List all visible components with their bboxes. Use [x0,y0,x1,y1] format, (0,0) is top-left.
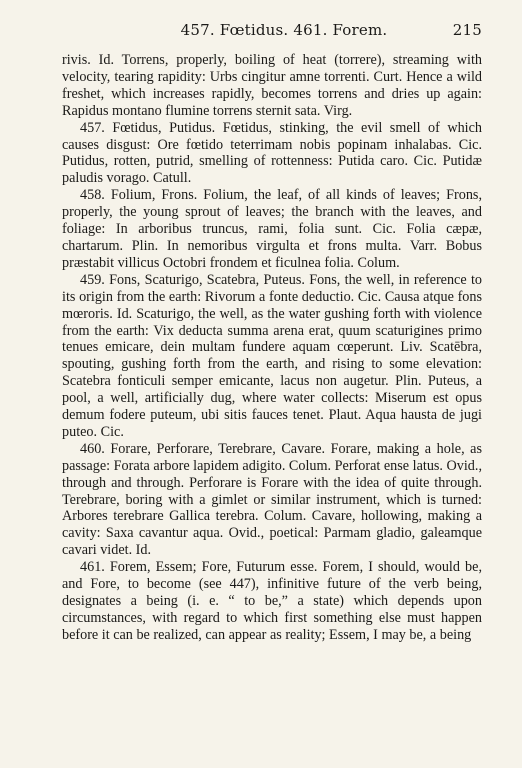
paragraph-continuation: rivis. Id. Torrens, properly, boiling of heat (torrere), streaming with velocity, tearing rapidity: Urbs cingitur amne torrenti. Curt. Hence a wild freshet, which increases rapidly, becomes torrens and dries up again: Rapidus montano flumine torrens sternit sata. Virg. [62,52,482,119]
page-number: 215 [452,21,482,39]
running-head-title: 457. Fœtidus. 461. Forem. [180,21,388,39]
entry-458: 458. Folium, Frons. Folium, the leaf, of all kinds of leaves; Frons, properly, the young sprout of leaves; the branch with the leaves, and foliage: In arboribus truncus, rami, folia sunt. Cic. Folia cæpæ, chartarum. Plin. In nemoribus virgulta et frons multa. Varr. Bobus præstabit villicus Octobri frondem et ficulnea folia. Colum. [62,187,482,271]
entry-457: 457. Fœtidus, Putidus. Fœtidus, stinking, the evil smell of which causes disgust: Ore fœtido teterrimam nobis popinam inhalabas. Cic. Putidus, rotten, putrid, smelling of rottenness: Putida caro. Cic. Putidæ paludis vorago. Catull. [62,119,482,187]
entry-461: 461. Forem, Essem; Fore, Futurum esse. Forem, I should, would be, and Fore, to become (see 447), infinitive future of the verb being, designates a being (i. e. “ to be,” a state) which depends upon circumstances, with regard to which first something else must happen before it can be realized, can appear as reality; Essem, I may be, a being [62,559,482,643]
entry-459: 459. Fons, Scaturigo, Scatebra, Puteus. Fons, the well, in reference to its origin from the earth: Rivorum a fonte deductio. Cic. Causa atque fons mœroris. Id. Scaturigo, the well, as the water gushing forth with violence from the earth: Vix deducta summa arena erat, quum scaturigines primo tenues emicare, dein multam fundere aquam cœperunt. Liv. Scatēbra, spouting, gushing forth from the earth, and rising to some elevation: Scatebra fonticuli semper emicante, lacus non augetur. Plin. Puteus, a pool, a well, artificially dug, where water collects: Miserum est opus demum fodere puteum, ubi sitis fauces tenet. Plaut. Aqua hausta de jugi puteo. Cic. [62,271,482,440]
body-text [62,52,482,644]
running-head [62,18,482,42]
entry-460: 460. Forare, Perforare, Terebrare, Cavare. Forare, making a hole, as passage: Forata arbore lapidem adigito. Colum. Perforat ense latus. Ovid., through and through. Perforare is Forare with the idea of quite through. Terebrare, boring with a gimlet or similar instrument, which is turned: Arbores terebrare Gallica terebra. Colum. Cavare, hollowing, making a cavity: Saxa cavantur aqua. Ovid., poetical: Parmam gladio, galeamque cavari videt. Id. [62,440,482,559]
